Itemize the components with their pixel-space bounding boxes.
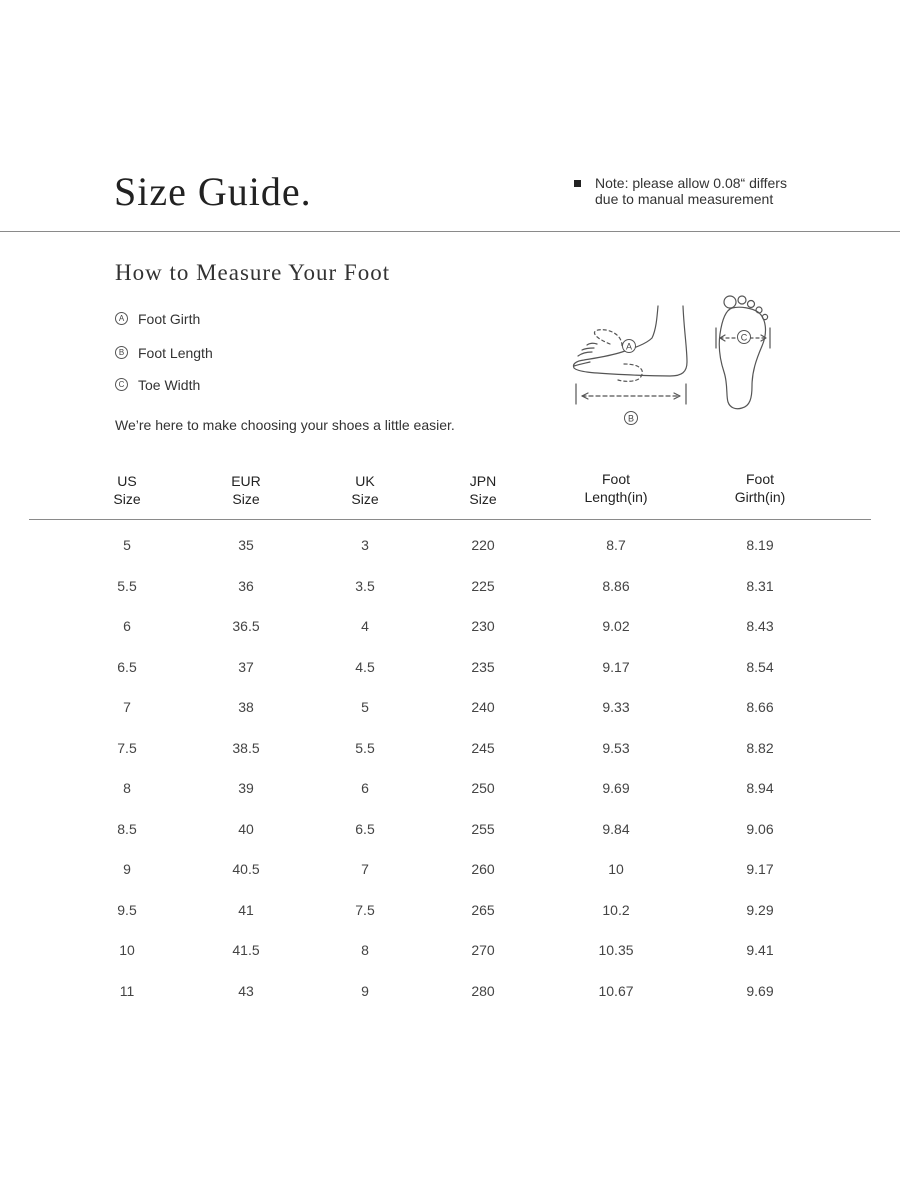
table-cell: 10.35 <box>598 942 634 958</box>
table-cell: 220 <box>471 537 495 553</box>
header-divider <box>0 231 900 232</box>
table-cell: 9.06 <box>746 821 774 837</box>
measure-item-foot-length <box>115 343 213 362</box>
table-cell: 8 <box>361 942 369 958</box>
table-cell: 36 <box>238 578 254 594</box>
table-cell: 9.53 <box>602 740 630 756</box>
column-header-foot-girth <box>735 470 786 506</box>
table-cell: 240 <box>471 699 495 715</box>
table-cell: 265 <box>471 902 495 918</box>
table-cell: 8 <box>123 780 131 796</box>
table-cell: 8.82 <box>746 740 774 756</box>
column-header-us <box>113 472 140 508</box>
table-cell: 40.5 <box>232 861 260 877</box>
intro-text: We’re here to make choosing your shoes a little easier. <box>115 417 455 433</box>
table-cell: 9 <box>123 861 131 877</box>
table-row <box>0 902 900 922</box>
size-table-header <box>0 472 900 512</box>
table-cell: 9.33 <box>602 699 630 715</box>
measure-item-label: Foot Girth <box>138 310 201 327</box>
table-cell: 7 <box>361 861 369 877</box>
table-cell: 10 <box>608 861 624 877</box>
table-cell: 3.5 <box>355 578 375 594</box>
column-header-jpn <box>469 472 496 508</box>
column-header-line2: Size <box>469 491 497 507</box>
table-cell: 9.69 <box>746 983 774 999</box>
table-cell: 10 <box>119 942 135 958</box>
table-cell: 6 <box>123 618 131 634</box>
table-cell: 245 <box>471 740 495 756</box>
table-cell: 38 <box>238 699 254 715</box>
note-bullet-icon <box>574 180 581 187</box>
table-cell: 43 <box>238 983 254 999</box>
foot-sole-icon <box>719 307 765 409</box>
column-header-line1: EUR <box>231 473 261 489</box>
column-header-line1: JPN <box>469 473 497 489</box>
table-cell: 39 <box>238 780 254 796</box>
column-header-line1: US <box>117 473 137 489</box>
table-cell: 280 <box>471 983 495 999</box>
table-cell: 5 <box>123 537 131 553</box>
table-cell: 6.5 <box>355 821 375 837</box>
table-cell: 9.17 <box>602 659 630 675</box>
table-cell: 8.19 <box>746 537 774 553</box>
column-header-line2: Length(in) <box>584 489 648 505</box>
table-row <box>0 780 900 800</box>
table-cell: 5.5 <box>355 740 375 756</box>
table-cell: 9.02 <box>602 618 630 634</box>
table-cell: 36.5 <box>232 618 260 634</box>
table-cell: 10.67 <box>598 983 634 999</box>
marker-a-icon: A <box>115 312 128 325</box>
column-header-line2: Size <box>113 491 141 507</box>
table-cell: 235 <box>471 659 495 675</box>
column-header-line2: Size <box>232 491 260 507</box>
table-cell: 38.5 <box>232 740 260 756</box>
diagram-marker-b: B <box>627 413 635 424</box>
table-row <box>0 699 900 719</box>
table-cell: 4 <box>361 618 369 634</box>
marker-b-icon: B <box>115 346 128 359</box>
table-cell: 10.2 <box>602 902 630 918</box>
table-row <box>0 821 900 841</box>
table-cell: 250 <box>471 780 495 796</box>
measure-item-toe-width <box>115 375 200 394</box>
table-cell: 9.84 <box>602 821 630 837</box>
table-cell: 9 <box>361 983 369 999</box>
measurement-note <box>574 175 787 207</box>
measure-heading: How to Measure Your Foot <box>115 260 391 285</box>
table-cell: 8.31 <box>746 578 774 594</box>
table-cell: 230 <box>471 618 495 634</box>
table-cell: 270 <box>471 942 495 958</box>
table-row <box>0 618 900 638</box>
column-header-line1: Foot <box>745 471 774 487</box>
table-cell: 7 <box>123 699 131 715</box>
table-cell: 8.94 <box>746 780 774 796</box>
column-header-line2: Size <box>351 491 379 507</box>
table-cell: 5.5 <box>117 578 137 594</box>
table-row <box>0 942 900 962</box>
table-cell: 9.29 <box>746 902 774 918</box>
column-header-line1: Foot <box>601 471 631 487</box>
note-line-1: Note: please allow 0.08“ differs <box>595 175 787 191</box>
table-row <box>0 659 900 679</box>
table-cell: 8.7 <box>606 537 626 553</box>
measure-item-label: Toe Width <box>138 376 201 393</box>
table-row <box>0 983 900 1003</box>
table-header-divider <box>29 519 871 520</box>
column-header-eur <box>231 472 261 508</box>
diagram-marker-a: A <box>625 341 633 352</box>
marker-c-icon: C <box>115 378 128 391</box>
measure-item-label: Foot Length <box>138 344 213 361</box>
table-cell: 37 <box>238 659 254 675</box>
table-cell: 225 <box>471 578 495 594</box>
diagram-marker-c: C <box>740 332 748 343</box>
table-cell: 8.66 <box>746 699 774 715</box>
column-header-line1: UK <box>355 473 375 489</box>
table-cell: 6 <box>361 780 369 796</box>
table-cell: 9.17 <box>746 861 774 877</box>
table-cell: 260 <box>471 861 495 877</box>
table-cell: 8.86 <box>602 578 630 594</box>
note-text <box>595 175 787 207</box>
table-cell: 255 <box>471 821 495 837</box>
table-row <box>0 740 900 760</box>
column-header-line2: Girth(in) <box>734 489 786 505</box>
foot-measurement-illustration <box>560 290 790 440</box>
table-cell: 8.54 <box>746 659 774 675</box>
table-cell: 9.69 <box>602 780 630 796</box>
page-title: Size Guide. <box>114 169 312 214</box>
table-cell: 40 <box>238 821 254 837</box>
table-cell: 4.5 <box>355 659 375 675</box>
table-cell: 41 <box>238 902 254 918</box>
table-row <box>0 537 900 557</box>
table-cell: 8.5 <box>117 821 137 837</box>
note-line-2: due to manual measurement <box>595 191 774 207</box>
table-cell: 6.5 <box>117 659 137 675</box>
measure-item-foot-girth <box>115 309 200 328</box>
table-cell: 8.43 <box>746 618 774 634</box>
table-cell: 9.41 <box>746 942 774 958</box>
table-row <box>0 578 900 598</box>
table-row <box>0 861 900 881</box>
table-cell: 7.5 <box>117 740 137 756</box>
table-cell: 3 <box>361 537 369 553</box>
table-cell: 7.5 <box>355 902 375 918</box>
table-cell: 11 <box>119 983 135 999</box>
table-cell: 9.5 <box>117 902 137 918</box>
table-cell: 41.5 <box>232 942 260 958</box>
column-header-foot-length <box>584 470 647 506</box>
column-header-uk <box>351 472 378 508</box>
table-cell: 35 <box>238 537 254 553</box>
table-cell: 5 <box>361 699 369 715</box>
